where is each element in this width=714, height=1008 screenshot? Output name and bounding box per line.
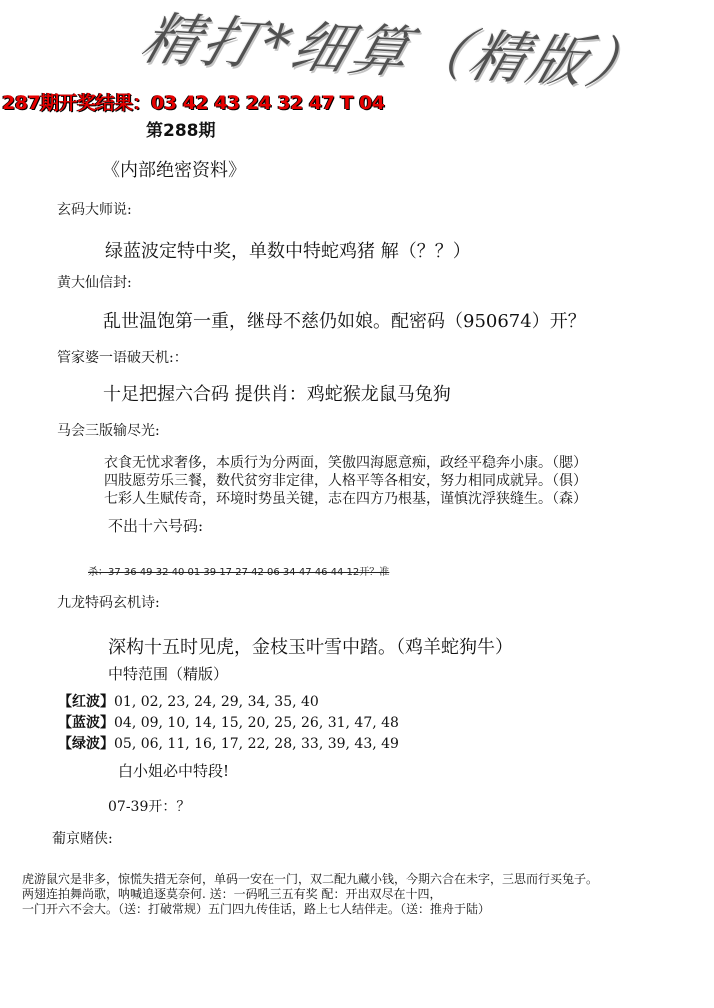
red-wave-row: [58, 691, 319, 711]
green-wave-tag: 【绿波】: [58, 736, 114, 752]
range-title: 中特范围（精版）: [108, 665, 229, 683]
footer-line: 两翅连拍舞尚歌，呐喊追逐莫奈何. 送：一码吼三五有奖 配：开出双尽在十四，: [22, 887, 442, 901]
section-label-guanjiapo: 管家婆一语破天机:：: [57, 350, 188, 366]
section-text-xuanma: 绿蓝波定特中奖，单数中特蛇鸡猪 解（？？）: [105, 241, 471, 262]
section-label-xuanma: 玄码大师说:: [57, 202, 132, 218]
range-pick: 07-39开：？: [108, 799, 191, 815]
footer-line: 虎游鼠穴是非多，惊慌失措无奈何，单码一安在一门，双二配九藏小钱，今期六合在未字，三思而行买兔子。: [22, 872, 599, 886]
red-wave-numbers: 01, 02, 23, 24, 29, 34, 35, 40: [114, 694, 319, 710]
section-label-pujing: 葡京赌侠:: [52, 831, 113, 847]
green-wave-row: [58, 733, 399, 753]
section-text-huangdaxian: 乱世温饱第一重，继母不慈仍如娘。配密码（950674）开？: [103, 311, 586, 332]
banner-logo: 精打*细算（精版）: [133, 6, 658, 99]
section-label-jiulong: 九龙特码玄机诗:: [57, 595, 160, 611]
no16-heading: 不出十六号码:: [108, 517, 204, 535]
green-wave-numbers: 05, 06, 11, 16, 17, 22, 28, 33, 39, 43, 49: [114, 736, 399, 752]
baixiaojie-heading: 白小姐必中特段!: [118, 762, 230, 780]
draw-result: 287期开奖结果：03 42 43 24 32 47 T 04: [2, 92, 385, 114]
kill-numbers: 杀：37 36 49 32 40 01 39 17 27 42 06 34 47 46 44 12开？准: [88, 567, 390, 578]
section-text-jiulong: 深构十五时见虎，金枝玉叶雪中踏。（鸡羊蛇狗牛）: [108, 637, 513, 658]
footer-line: 一门开六不会大。（送：打破常规）五门四九传佳话，路上七人结伴走。（送：推舟于陆）: [22, 902, 491, 916]
blue-wave-numbers: 04, 09, 10, 14, 15, 20, 25, 26, 31, 47, 48: [114, 715, 399, 731]
poem-line: 七彩人生赋传奇，环境时势虽关键，志在四方乃根基，谨慎沈浮狭缝生。（森）: [104, 491, 587, 507]
red-wave-tag: 【红波】: [58, 694, 114, 710]
blue-wave-row: [58, 712, 399, 732]
poem-line: 衣食无忧求奢侈，本质行为分两面，笑傲四海愿意痴，政经平稳奔小康。（腮）: [104, 455, 587, 471]
section-text-guanjiapo: 十足把握六合码 提供肖：鸡蛇猴龙鼠马兔狗: [103, 384, 451, 405]
section-label-mahui: 马会三版输尽光:: [57, 423, 160, 439]
poem-line: 四肢愿劳乐三餐，数代贫穷非定律，人格平等各相安，努力相同成就异。（俱）: [104, 473, 587, 489]
section-label-huangdaxian: 黄大仙信封:: [57, 275, 132, 291]
blue-wave-tag: 【蓝波】: [58, 715, 114, 731]
issue-number: 第288期: [146, 121, 216, 141]
doc-title: 《内部绝密资料》: [102, 160, 246, 181]
